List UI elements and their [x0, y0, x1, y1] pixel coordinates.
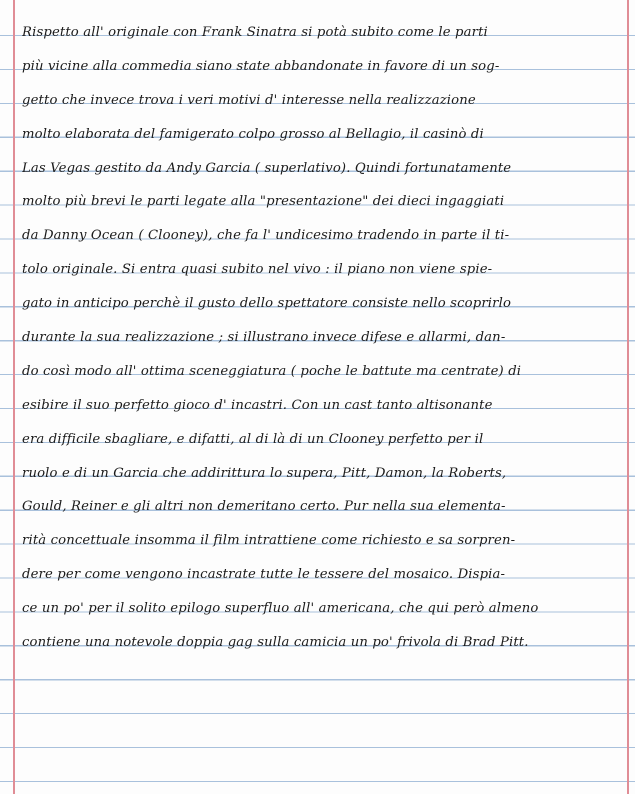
text-line: rità concettuale insomma il film intrattiene come richiesto e sa sorpren-	[22, 533, 516, 549]
text-line: era difficile sbagliare, e difatti, al di là di un Clooney perfetto per il	[22, 431, 484, 447]
text-line: molto elaborata del famigerato colpo grosso al Bellagio, il casinò di	[22, 126, 484, 142]
text-line: molto più brevi le parti legate alla "presentazione" dei dieci ingaggiati	[22, 194, 505, 210]
text-line: do così modo all' ottima sceneggiatura ( poche le battute ma centrate) di	[22, 363, 522, 379]
text-line: Las Vegas gestito da Andy Garcia ( superlativo). Quindi fortunatamente	[22, 160, 512, 176]
text-line: Rispetto all' originale con Frank Sinatra si potà subito come le parti	[22, 25, 488, 40]
text-line: gato in anticipo perchè il gusto dello spettatore consiste nello scoprirlo	[22, 296, 512, 312]
text-line: durante la sua realizzazione ; si illustrano invece difese e allarmi, dan-	[22, 330, 506, 346]
text-line: esibire il suo perfetto gioco d' incastri. Con un cast tanto altisonante	[22, 397, 493, 413]
text-line: da Danny Ocean ( Clooney), che fa l' undicesimo tradendo in parte il ti-	[22, 228, 510, 244]
text-line: tolo originale. Si entra quasi subito nel vivo : il piano non viene spie-	[22, 262, 493, 278]
handwritten-text	[22, 16, 627, 660]
left-margin-line	[13, 0, 15, 794]
text-line: getto che invece trova i veri motivi d' interesse nella realizzazione	[22, 92, 476, 108]
text-line: contiene una notevole doppia gag sulla camicia un po' frivola di Brad Pitt.	[22, 635, 529, 651]
text-line: ce un po' per il solito epilogo superfluo all' americana, che qui però almeno	[22, 601, 539, 617]
text-line: Gould, Reiner e gli altri non demeritano certo. Pur nella sua elementa-	[22, 499, 506, 515]
text-line: dere per come vengono incastrate tutte le tessere del mosaico. Dispia-	[22, 567, 506, 583]
text-line: più vicine alla commedia siano state abbandonate in favore di un sog-	[22, 58, 500, 74]
right-margin-line	[627, 0, 629, 794]
text-line: ruolo e di un Garcia che addirittura lo supera, Pitt, Damon, la Roberts,	[22, 465, 507, 481]
